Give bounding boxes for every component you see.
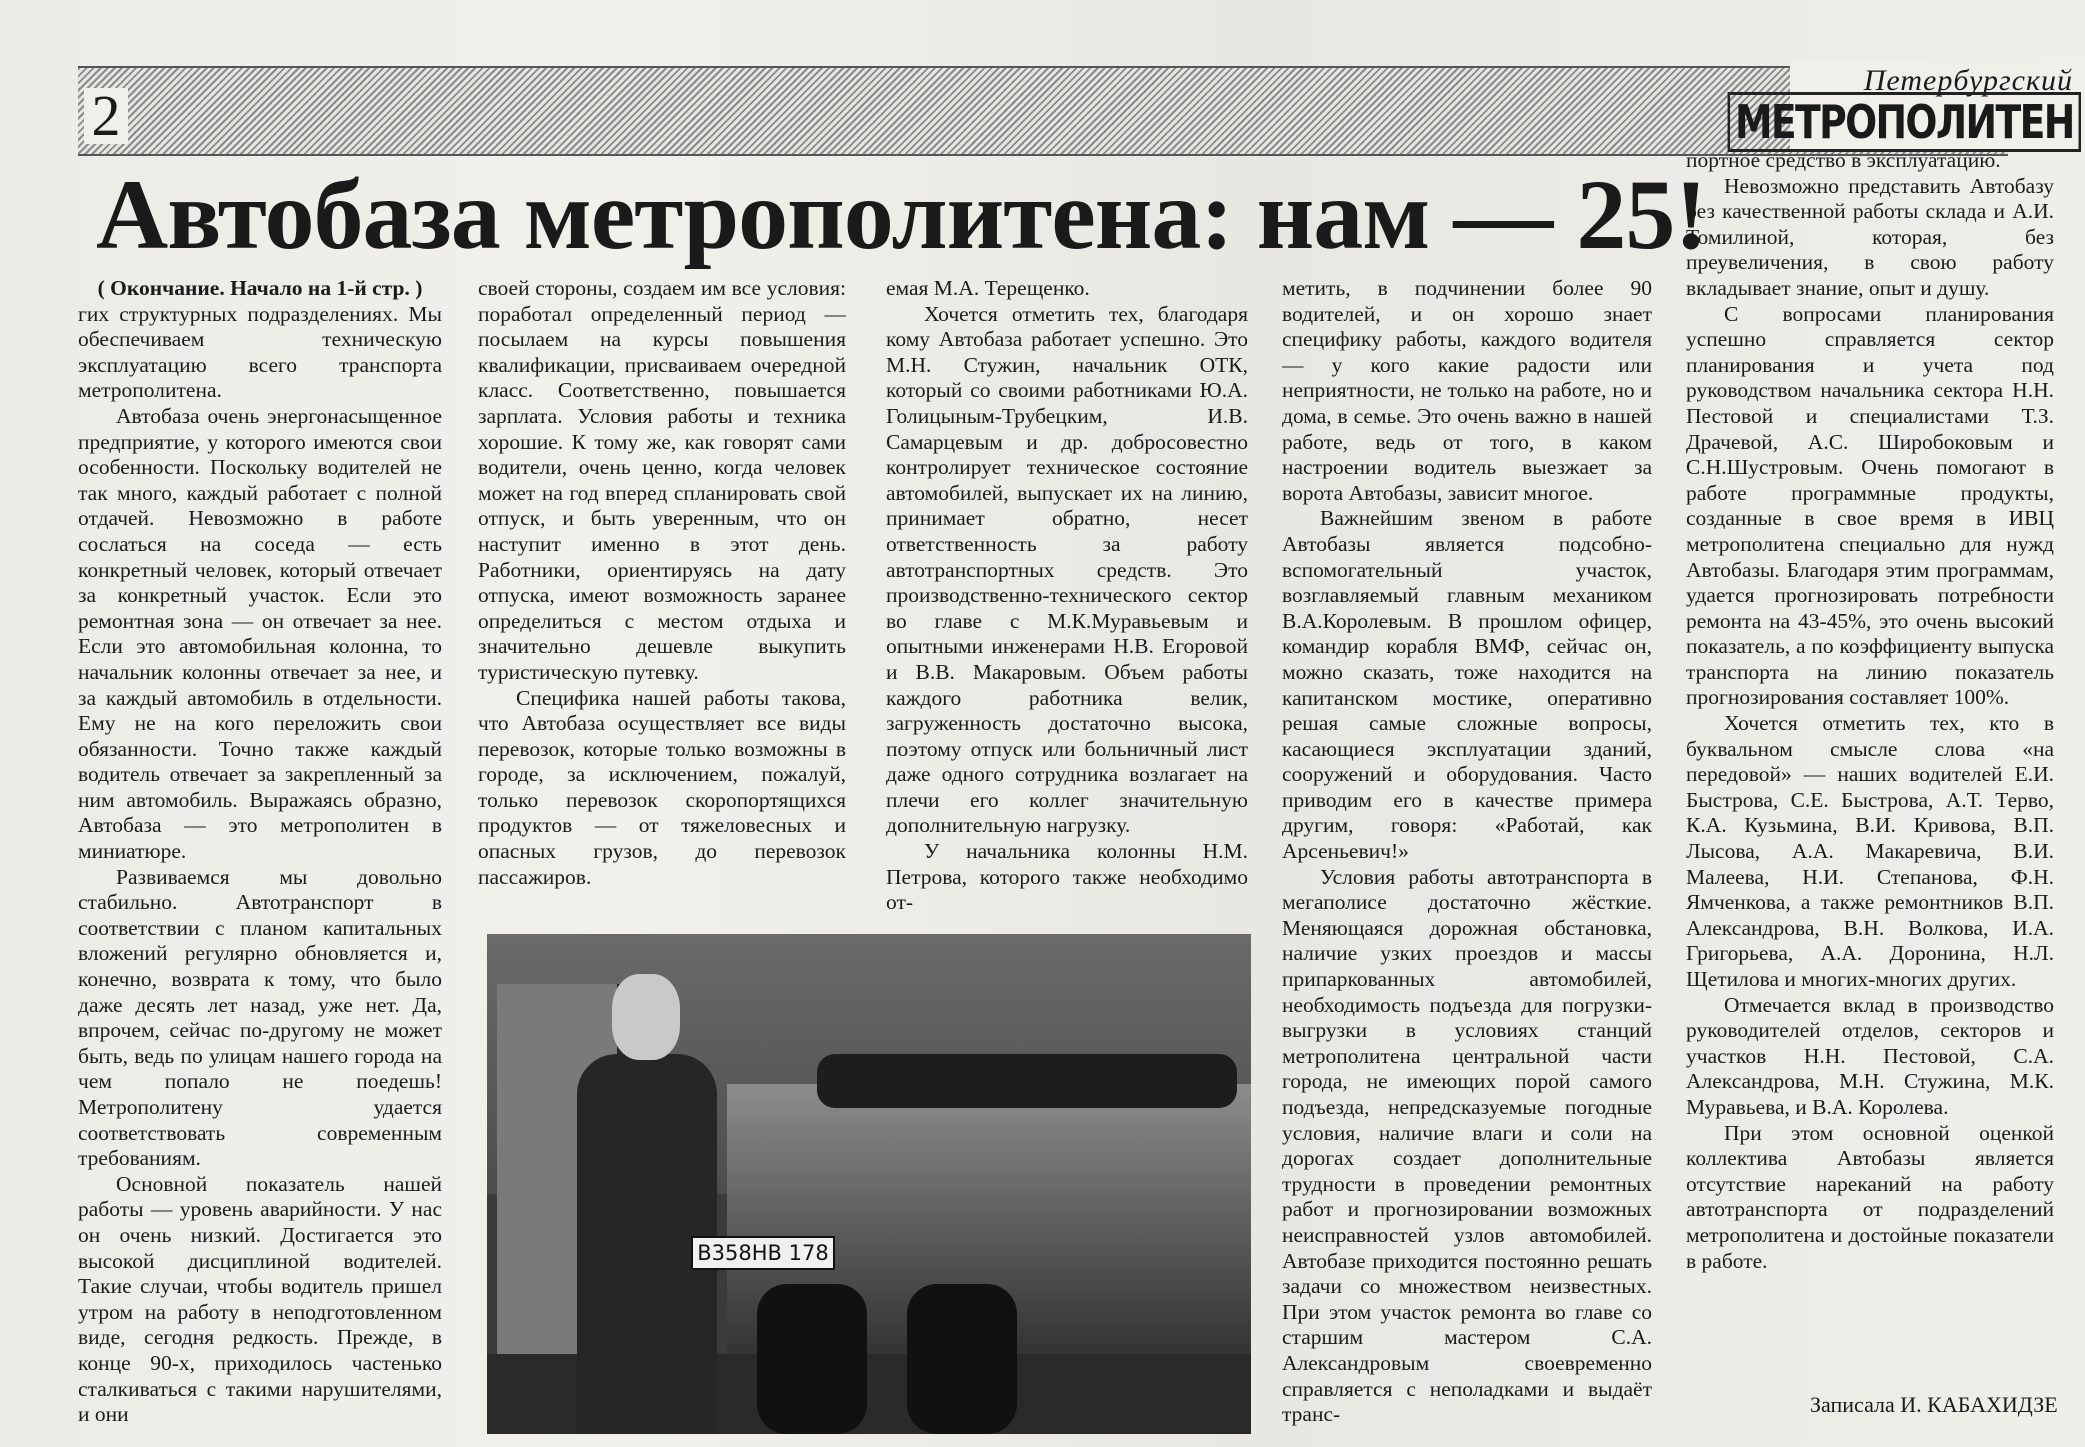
header-band <box>78 66 2008 156</box>
paragraph: Условия работы автотранспорта в мегаполисе достаточно жёсткие. Меняющаяся дорожная обстановка, наличие узких проездов и массы припаркованных автомобилей, необходимость подъезда для погрузки-выгрузки в условиях станций метрополитена центральной части города, не имеющих порой самого подъезда, непредсказуемые погодные условия, наличие влаги и соли на дорогах создает дополнительные трудности в проведении ремонтных работ и прогнозировании возможных неисправностей узлов автомобилей. Автобазе приходится постоянно решать задачи со множеством неизвестных. При этом участок ремонта во главе со старшим мастером С.А. Александровым своевременно справляется с неполадками и выдаёт транс- <box>1282 864 1652 1427</box>
paragraph: У начальника колонны Н.М. Петрова, которого также необходимо от- <box>886 839 1248 915</box>
paragraph: Специфика нашей работы такова, что Автобаза осуществляет все виды перевозок, которые только возможны в городе, за исключением, пожалуй, только перевозок скоропортящихся продуктов — от тяжеловесных и опасных грузов, до перевозок пассажиров. <box>478 685 846 889</box>
paragraph: Основной показатель нашей работы — уровень аварийности. У нас он очень низкий. Достигается это высокой дисциплиной водителей. Такие случаи, чтобы водитель пришел утром на работу в неподготовленном виде, сегодня редкость. Прежде, в конце 90-х, приходилось частенько сталкиваться с такими нарушителями, и они <box>78 1171 442 1427</box>
photo-truck-axle <box>817 1054 1237 1108</box>
article-column-3 <box>886 276 1248 921</box>
article-column-5 <box>1686 148 2054 1378</box>
article-headline: Автобаза метрополитена: нам — 25! <box>96 159 1707 270</box>
paragraph: портное средство в эксплуатацию. <box>1686 148 2001 172</box>
photo-tire <box>757 1284 867 1434</box>
paragraph: своей стороны, создаем им все условия: поработал определенный период — посылаем на курсы повышения квалификации, присваиваем очередной класс. Соответственно, повышается зарплата. Условия работы и техника хорошие. К тому же, как говорят сами водители, очень ценно, когда человек может на год вперед спланировать свой отпуск, и быть уверенным, что он наступит именно в этот день. Работники, ориентируясь на дату отпуска, имеют возможность заранее определиться с местом отдыха и значительно дешевле выкупить туристическую путевку. <box>478 276 846 684</box>
paragraph: метить, в подчинении более 90 водителей, и он хорошо знает специфику работы, каждого водителя — у кого какие радости или неприятности, не только на работе, но и дома, в семье. Это очень важно в нашей работе, ведь от того, в каком настроении водитель выезжает за ворота Автобазы, зависит многое. <box>1282 276 1652 505</box>
article-column-2 <box>478 276 846 921</box>
page-number: 2 <box>84 88 128 144</box>
license-plate: В358НВ 178 <box>691 1236 835 1270</box>
paragraph: емая М.А. Терещенко. <box>886 276 1090 300</box>
paragraph: Автобаза очень энергонасыщенное предприятие, у которого имеются свои особенности. Поскольку водителей не так много, каждый работает с полной отдачей. Невозможно в работе сослаться на соседа — есть конкретный человек, который отвечает за конкретный участок. Если это ремонтная зона — он отвечает за нее. Если это автомобильная колонна, то начальник колонны отвечает за нее, и за каждый автомобиль в отдельности. Ему не на кого переложить свои обязанности. Точно также каждый водитель отвечает за закрепленный за ним автомобиль. Выражаясь образно, Автобаза — это метрополитен в миниатюре. <box>78 403 442 864</box>
paragraph: Невозможно представить Автобазу без качественной работы склада и А.И. Томилиной, которая, без преувеличения, в свою работу вкладывает знание, опыт и душу. <box>1686 173 2054 300</box>
paragraph: гих структурных подразделениях. Мы обеспечиваем техническую эксплуатацию всего транспорта метрополитена. <box>78 301 442 403</box>
publication-logo <box>1734 62 2085 150</box>
article-photo <box>487 934 1251 1434</box>
paragraph: Важнейшим звеном в работе Автобазы является подсобно-вспомогательный участок, возглавляемый главным механиком В.А.Королевым. В прошлом офицер, командир корабля ВМФ, сейчас он, можно сказать, тоже находится на капитанском мостике, оперативно решая самые сложные вопросы, касающиеся эксплуатации зданий, сооружений и оборудования. Часто приводим его в качестве примера другим, говоря: «Работай, как Арсеньевич!» <box>1282 506 1652 864</box>
paragraph: С вопросами планирования успешно справляется сектор планирования и учета под руководством начальника сектора Н.Н. Пестовой и специалистами Т.З. Драчевой, А.С. Широбоковым и С.Н.Шустровым. Очень помогают в работе программные продукты, созданные в свое время в ИВЦ метрополитена специально для нужд Автобазы. Благодаря этим программам, удается прогнозировать потребности ремонта на 43-45%, это очень высокий показатель, а по коэффициенту выпуска транспорта на линию показатель прогнозирования составляет 100%. <box>1686 301 2054 710</box>
paragraph: Хочется отметить тех, кто в буквальном смысле слова «на передовой» — наших водителей Е.И. Быстрова, С.Е. Быстрова, А.Т. Терво, К.А. Кузьмина, В.И. Кривова, В.П. Лысова, А.А. Макаревича, В.И. Малеева, Н.И. Степанова, Ф.Н. Ямченкова, а также ремонтников В.П. Александрова, В.Н. Волкова, И.А. Григорьева, А.А. Доронина, Н.Л. Щетилова и многих-многих других. <box>1686 711 2054 991</box>
continuation-note: ( Окончание. Начало на 1-й стр. ) <box>97 276 423 300</box>
article-column-1 <box>78 276 442 1441</box>
paragraph: Отмечается вклад в производство руководителей отделов, секторов и участков Н.Н. Пестовой, С.А. Александрова, М.Н. Стужина, М.К. Муравьева, и В.А. Королева. <box>1686 992 2054 1119</box>
paragraph: Развиваемся мы довольно стабильно. Автотранспорт в соответствии с планом капитальных вложений регулярно обновляется и, конечно, возврата к тому, что было даже десять лет назад, уже нет. Да, впрочем, сейчас по-другому не может быть, ведь по улицам нашего города на чем попало не поедешь! Метрополитену удается соответствовать современным требованиям. <box>78 864 442 1171</box>
author-signature: Записала И. КАБАХИДЗЕ <box>1810 1392 2058 1417</box>
photo-tire <box>907 1284 1017 1434</box>
logo-line-2: МЕТРОПОЛИТЕН <box>1728 92 2081 152</box>
logo-line-1: Петербургский <box>1863 64 2073 97</box>
paragraph: Хочется отметить тех, благодаря кому Автобаза работает успешно. Это М.Н. Стужин, начальник ОТК, который со своими работниками Ю.А. Голицыным-Трубецким, И.В. Самарцевым и др. добросовестно контролирует техническое состояние автомобилей, выпускает их на линию, принимает обратно, несет ответственность за работу автотранспортных средств. Это производственно-технического сектор во главе с М.К.Муравьевым и опытными инженерами Н.В. Егоровой и В.В. Макаровым. Объем работы каждого работника велик, загруженность достаточно высока, поэтому отпуск или больничный лист даже одного сотрудника возлагает на плечи его коллег значительную дополнительную нагрузку. <box>886 301 1248 838</box>
photo-mechanic-head <box>612 974 680 1060</box>
article-column-4 <box>1282 276 1652 1441</box>
paragraph: При этом основной оценкой коллектива Автобазы является отсутствие нареканий на работу автотранспорта от подразделений метрополитена и достойные показатели в работе. <box>1686 1120 2054 1273</box>
